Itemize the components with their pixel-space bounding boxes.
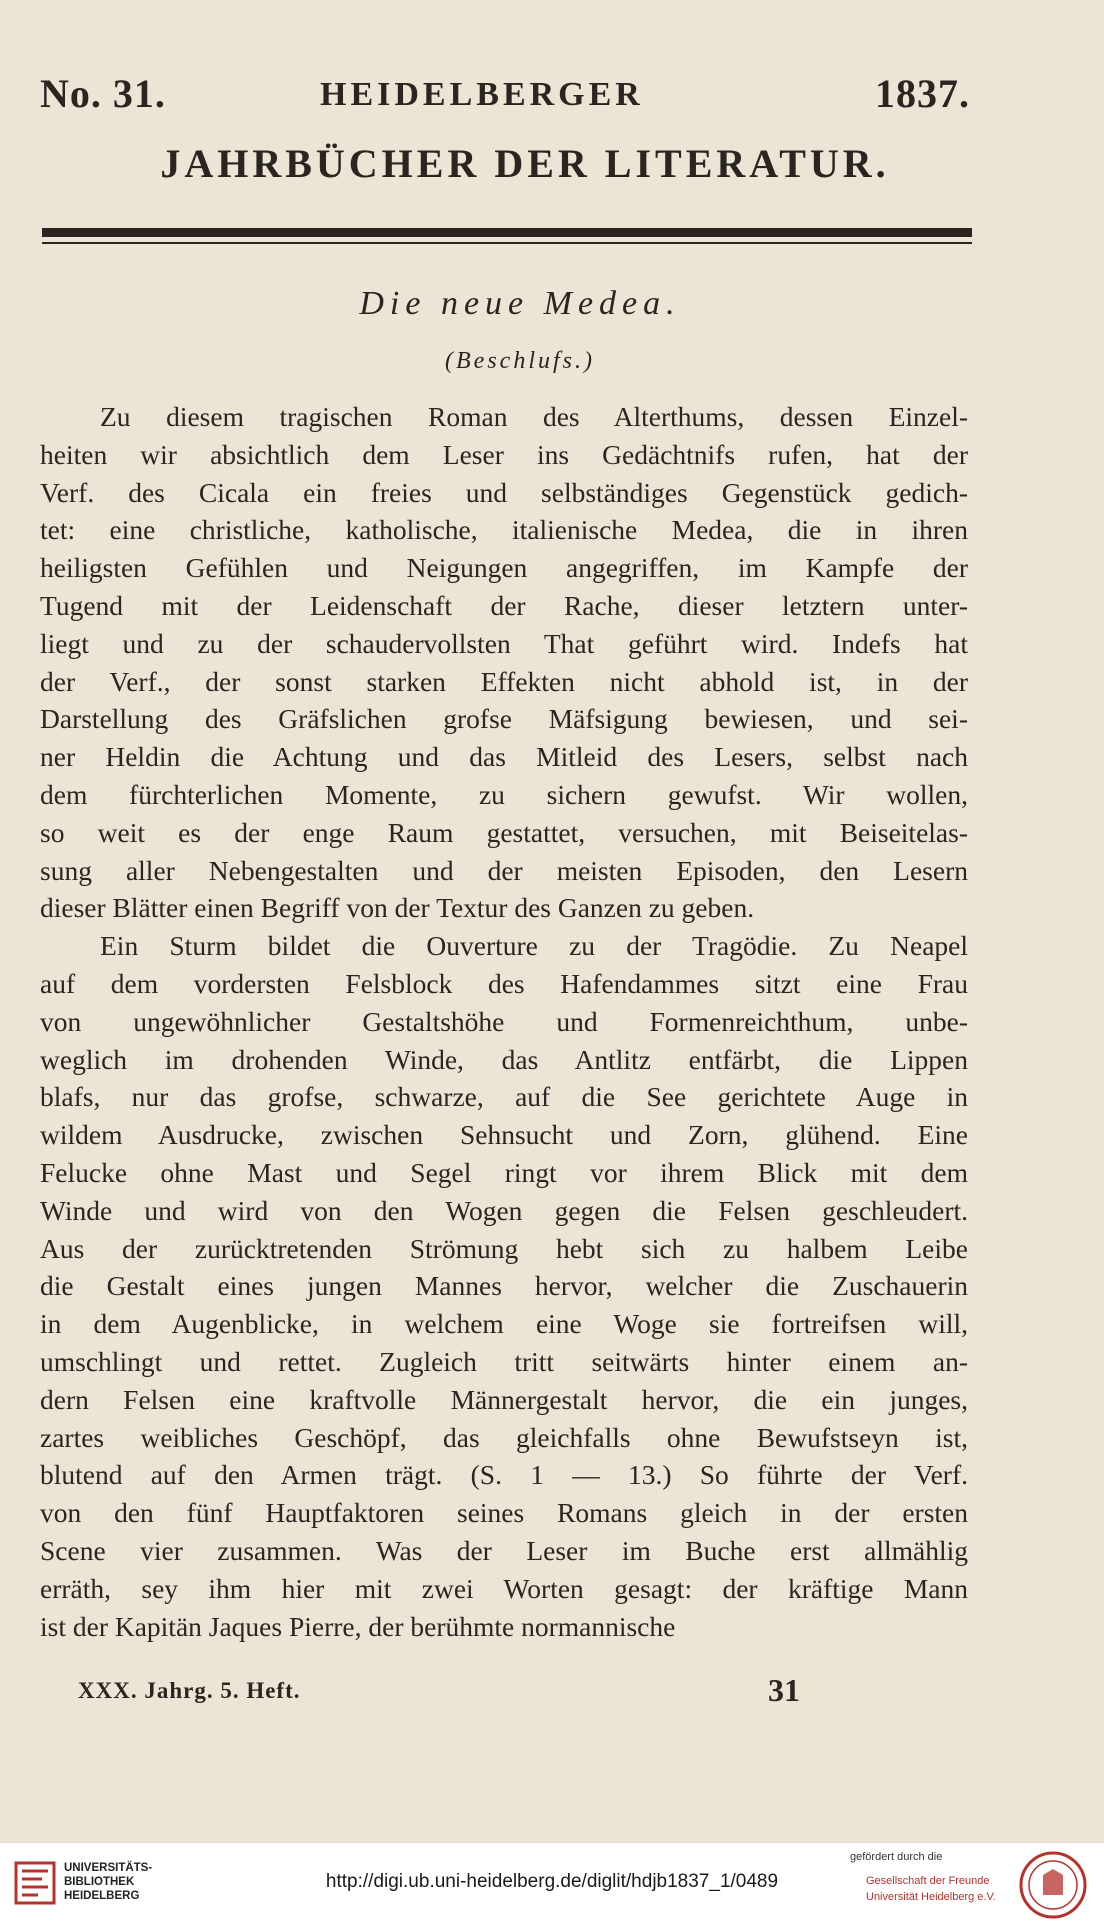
- text-line: auf dem vordersten Felsblock des Hafendammes sitzt eine Frau: [40, 967, 968, 999]
- article-title: Die neue Medea.: [359, 285, 681, 322]
- header-rule-thick: [42, 228, 972, 237]
- society-name: Gesellschaft der Freunde Universität Heidelberg e.V.: [866, 1875, 996, 1903]
- header-rule-thin: [42, 242, 972, 244]
- text-line: Scene vier zusammen. Was der Leser im Buche erst allmählig: [40, 1534, 968, 1566]
- publication-name: HEIDELBERGER: [320, 76, 644, 113]
- text-line: Zu diesem tragischen Roman des Alterthums, dessen Einzel-: [100, 401, 968, 432]
- text-line: die Gestalt eines jungen Mannes hervor, welcher die Zuschauerin: [40, 1270, 968, 1302]
- page-footer: [78, 1672, 808, 1712]
- funded-by-label: gefördert durch die: [850, 1851, 943, 1863]
- text-line: dem fürchterlichen Momente, zu sichern gewufst. Wir wollen,: [40, 778, 968, 810]
- text-line: Ein Sturm bildet die Ouverture zu der Tragödie. Zu Neapel: [100, 930, 968, 962]
- journal-subtitle: JAHRBÜCHER DER LITERATUR.: [160, 141, 890, 186]
- volume-signature: XXX. Jahrg. 5. Heft.: [78, 1678, 301, 1703]
- text-line: zartes weibliches Geschöpf, das gleichfalls ohne Bewufstseyn ist,: [40, 1421, 968, 1453]
- text-line: tet: eine christliche, katholische, italienische Medea, die in ihren: [40, 514, 968, 546]
- text-line: dern Felsen eine kraftvolle Männergestalt hervor, die ein junges,: [40, 1383, 968, 1415]
- text-line: der Verf., der sonst starken Effekten nicht abhold ist, in der: [40, 665, 968, 697]
- text-line: von den fünf Hauptfaktoren seines Romans gleich in der ersten: [40, 1497, 968, 1529]
- text-line: liegt und zu der schaudervollsten That geführt wird. Indefs hat: [40, 627, 968, 659]
- article-body: [40, 398, 968, 1645]
- issue-number: No. 31.: [40, 71, 166, 116]
- text-line: sung aller Nebengestalten und der meisten Episoden, den Lesern: [40, 854, 968, 886]
- text-line: Darstellung des Gräfslichen grofse Mäfsigung bewiesen, und sei-: [40, 703, 968, 735]
- publication-year: 1837.: [875, 71, 970, 116]
- text-line: in dem Augenblicke, in welchem eine Woge sie fortreifsen will,: [40, 1308, 968, 1340]
- text-line: umschlingt und rettet. Zugleich tritt seitwärts hinter einem an-: [40, 1345, 968, 1377]
- library-name: UNIVERSITÄTS- BIBLIOTHEK HEIDELBERG: [64, 1862, 153, 1902]
- source-url-link[interactable]: http://digi.ub.uni-heidelberg.de/diglit/hdjb1837_1/0489: [325, 1871, 779, 1892]
- text-line: von ungewöhnlicher Gestaltshöhe und Formenreichthum, unbe-: [40, 1005, 968, 1037]
- digitization-bar: [0, 1842, 1104, 1925]
- text-line: wildem Ausdrucke, zwischen Sehnsucht und Zorn, glühend. Eine: [40, 1119, 968, 1151]
- text-line: heiligsten Gefühlen und Neigungen angegriffen, im Kampfe der: [40, 552, 968, 584]
- text-line: ist der Kapitän Jaques Pierre, der berühmte normannische: [40, 1610, 676, 1642]
- text-line: Winde und wird von den Wogen gegen die Felsen geschleudert.: [40, 1194, 968, 1226]
- article-subtitle: (Beschlufs.): [445, 348, 595, 374]
- text-line: Verf. des Cicala ein freies und selbständiges Gegenstück gedich-: [40, 476, 968, 508]
- text-line: Aus der zurücktretenden Strömung hebt sich zu halbem Leibe: [40, 1232, 968, 1264]
- text-line: weglich im drohenden Winde, das Antlitz entfärbt, die Lippen: [40, 1043, 968, 1075]
- text-line: heiten wir absichtlich dem Leser ins Gedächtnifs rufen, hat der: [40, 438, 968, 470]
- text-line: blafs, nur das grofse, schwarze, auf die See gerichtete Auge in: [40, 1081, 968, 1113]
- masthead: [40, 70, 970, 120]
- text-line: erräth, sey ihm hier mit zwei Worten gesagt: der kräftige Mann: [40, 1572, 968, 1604]
- text-line: Tugend mit der Leidenschaft der Rache, dieser letztern unter-: [40, 589, 968, 621]
- university-seal-icon: [1014, 1849, 1092, 1921]
- text-line: ner Heldin die Achtung und das Mitleid des Lesers, selbst nach: [40, 741, 968, 773]
- sheet-number: 31: [768, 1672, 800, 1708]
- text-line: so weit es der enge Raum gestattet, versuchen, mit Beiseitelas-: [40, 816, 968, 848]
- text-line: blutend auf den Armen trägt. (S. 1 — 13.) So führte der Verf.: [40, 1459, 968, 1491]
- text-line: Felucke ohne Mast und Segel ringt vor ihrem Blick mit dem: [40, 1156, 968, 1188]
- text-line: dieser Blätter einen Begriff von der Textur des Ganzen zu geben.: [40, 892, 755, 924]
